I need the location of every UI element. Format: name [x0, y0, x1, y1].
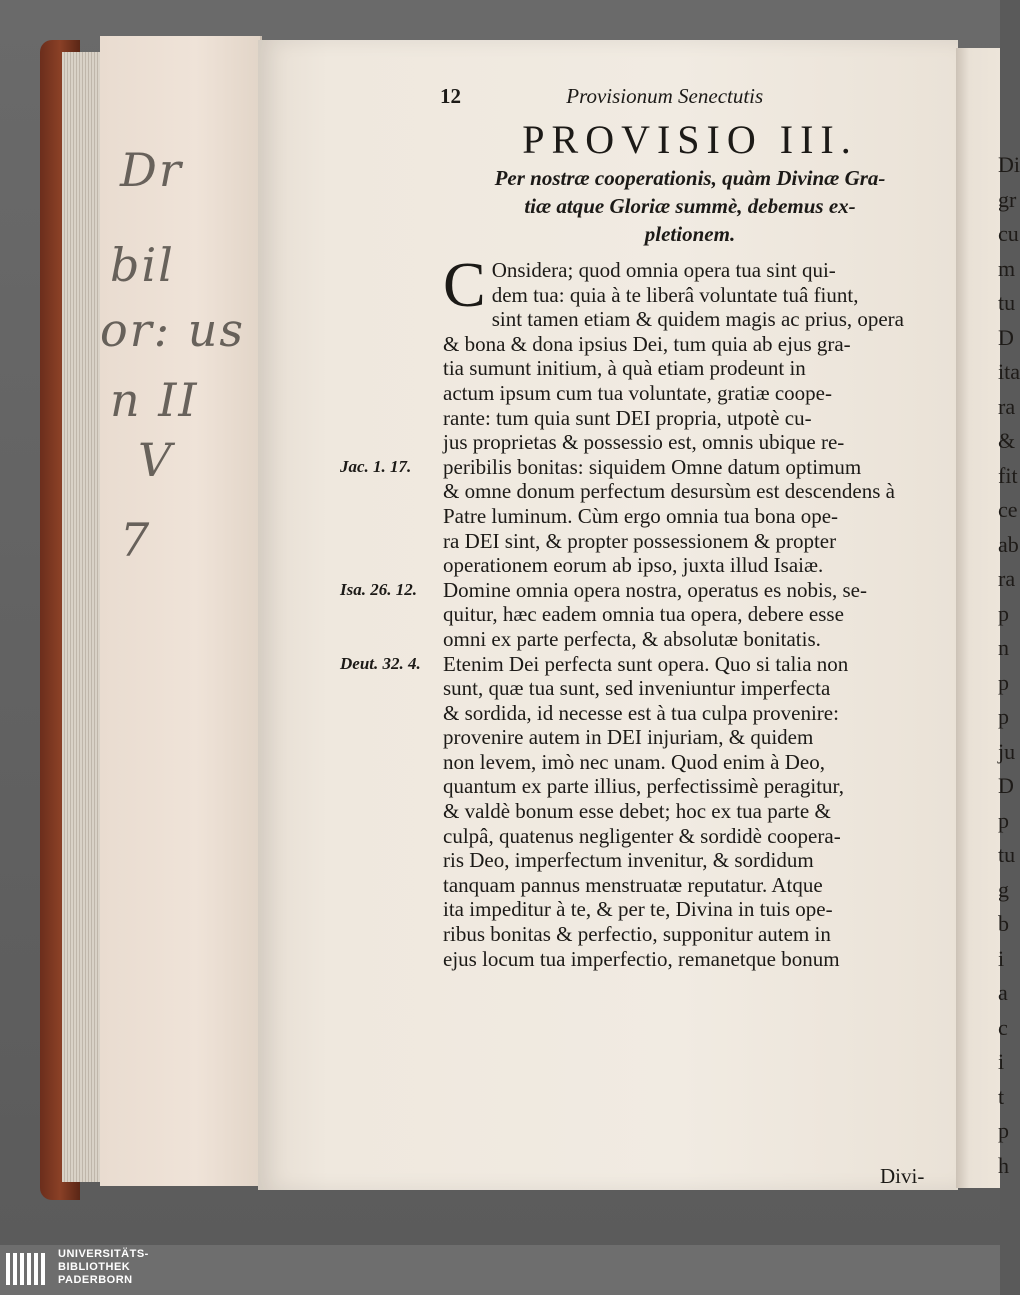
next-page-fragment: t: [998, 1083, 1005, 1109]
text-line: non levem, imò nec unam. Quod enim à Deo,: [443, 749, 825, 774]
next-page-fragment: tu: [998, 290, 1016, 315]
next-page-fragment: cu: [998, 221, 1019, 246]
margin-reference: Deut. 32. 4.: [340, 653, 421, 673]
drop-cap: C: [443, 249, 486, 320]
text-line: Domine omnia opera nostra, operatus es nobis, se-: [443, 577, 867, 602]
next-page-fragment: m: [998, 255, 1016, 281]
text-line: quitur, hæc eadem omnia tua opera, debere esse: [443, 602, 844, 627]
next-page-fragment: ra: [998, 566, 1016, 591]
section-subtitle: [440, 164, 940, 248]
next-page-fragment: D: [998, 324, 1014, 350]
text-line: ribus bonitas & perfectio, supponitur autem in: [443, 922, 831, 947]
text-line: tia sumunt initium, à quà etiam prodeunt in: [443, 356, 806, 381]
text-line: tanquam pannus menstruatæ reputatur. Atque: [443, 872, 823, 897]
subtitle-line: tiæ atque Gloriæ summè, debemus ex-: [524, 194, 856, 218]
library-logo-icon: [6, 1249, 52, 1289]
next-page-fragment: c: [998, 1014, 1008, 1040]
next-page-fragment: ce: [998, 497, 1018, 522]
handwritten-note: Dr: [120, 143, 183, 197]
margin-reference: Isa. 26. 12.: [340, 579, 417, 599]
page-stack: [100, 36, 262, 1186]
logo-text-line: BIBLIOTHEK: [58, 1261, 131, 1273]
text-line: sint tamen etiam & quidem magis ac prius, opera: [491, 307, 904, 332]
logo-text-line: UNIVERSITÄTS-: [58, 1248, 149, 1260]
text-line: dem tua: quia à te liberâ voluntate tuâ fiunt,: [491, 282, 859, 307]
text-line: ra DEI sint, & propter possessionem & propter: [443, 528, 837, 553]
next-page-fragment: p: [998, 807, 1009, 833]
next-page-fragment: p: [998, 1118, 1009, 1143]
text-line: ejus locum tua imperfectio, remanetque bonum: [443, 946, 840, 971]
footer-bar: [0, 1245, 1000, 1295]
text-line: peribilis bonitas: siquidem Omne datum optimum: [443, 454, 862, 479]
next-page-fragment: n: [998, 635, 1009, 660]
subtitle-line: pletionem.: [644, 222, 736, 246]
margin-reference: Jac. 1. 17.: [340, 456, 412, 476]
logo-text-line: PADERBORN: [58, 1274, 133, 1286]
body-text: [443, 249, 943, 971]
running-title: Provisionum Senectutis: [566, 84, 764, 108]
next-page-fragment: i: [998, 1049, 1005, 1074]
text-line: operationem eorum ab ipso, juxta illud Isaiæ.: [443, 553, 824, 578]
handwritten-note: bil: [110, 238, 175, 292]
next-page-fragment: tu: [998, 842, 1016, 867]
text-line: sunt, quæ tua sunt, sed inveniuntur imperfecta: [443, 676, 831, 701]
section-title: PROVISIO III.: [522, 117, 858, 162]
text-line: & valdè bonum esse debet; hoc ex tua parte &: [443, 799, 831, 824]
next-page-fragment: i: [998, 945, 1005, 971]
text-line: ris Deo, imperfectum invenitur, & sordidum: [443, 848, 814, 873]
next-page-fragment: p: [998, 704, 1009, 729]
text-line: & omne donum perfectum desursùm est descendens à: [443, 479, 895, 504]
handwritten-note: or: us: [100, 303, 246, 357]
next-page-fragment: &: [998, 428, 1016, 453]
text-line: & sordida, id necesse est à tua culpa provenire:: [443, 700, 839, 725]
text-line: actum ipsum cum tua voluntate, gratiæ coope-: [443, 380, 832, 405]
next-page-fragment: g: [998, 876, 1009, 902]
text-line: Etenim Dei perfecta sunt opera. Quo si talia non: [443, 651, 849, 676]
text-line: Patre luminum. Cùm ergo omnia tua bona ope-: [443, 503, 839, 528]
subtitle-line: Per nostræ cooperationis, quàm Divinæ Gra-: [494, 166, 886, 190]
text-line: rante: tum quia sunt DEI propria, utpotè cu-: [443, 405, 812, 430]
next-page-fragment: ra: [998, 393, 1016, 419]
next-page-fragment: ju: [998, 738, 1016, 764]
library-logo-text: [58, 1248, 149, 1287]
text-line: & bona & dona ipsius Dei, tum quia ab ejus gra-: [443, 331, 851, 356]
text-line: quantum ex parte illius, perfectissimè peragitur,: [443, 774, 844, 799]
handwritten-note: 7: [120, 513, 152, 567]
next-page-fragment: a: [998, 980, 1008, 1005]
page-number: 12: [440, 84, 461, 108]
next-page-fragment: b: [998, 911, 1009, 936]
next-page-fragment: fit: [998, 462, 1018, 488]
next-page-fragment: p: [998, 600, 1009, 626]
handwritten-note: n II: [110, 373, 199, 427]
catchword: Divi-: [880, 1164, 925, 1188]
text-line: Onsidera; quod omnia opera tua sint qui-: [491, 258, 836, 282]
next-page-fragment: D: [998, 773, 1014, 798]
next-page-fragment: ab: [998, 531, 1019, 557]
next-page-fragment: p: [998, 669, 1009, 695]
text-line: provenire autem in DEI injuriam, & quidem: [443, 725, 814, 750]
text-line: culpâ, quatenus negligenter & sordidè coopera-: [443, 823, 841, 848]
next-page-fragment: gr: [998, 186, 1017, 212]
handwritten-note: V: [138, 433, 174, 487]
next-page-edge: [956, 48, 1020, 1188]
next-page-fragment: h: [998, 1152, 1009, 1178]
text-line: jus proprietas & possessio est, omnis ubique re-: [443, 430, 845, 455]
text-line: ita impeditur à te, & per te, Divina in tuis ope-: [443, 897, 833, 922]
next-page-fragment: Di: [998, 152, 1020, 177]
text-line: omni ex parte perfecta, & absolutæ bonitatis.: [443, 626, 821, 651]
running-head: [440, 84, 763, 109]
next-page-fragment: ita: [998, 359, 1020, 384]
